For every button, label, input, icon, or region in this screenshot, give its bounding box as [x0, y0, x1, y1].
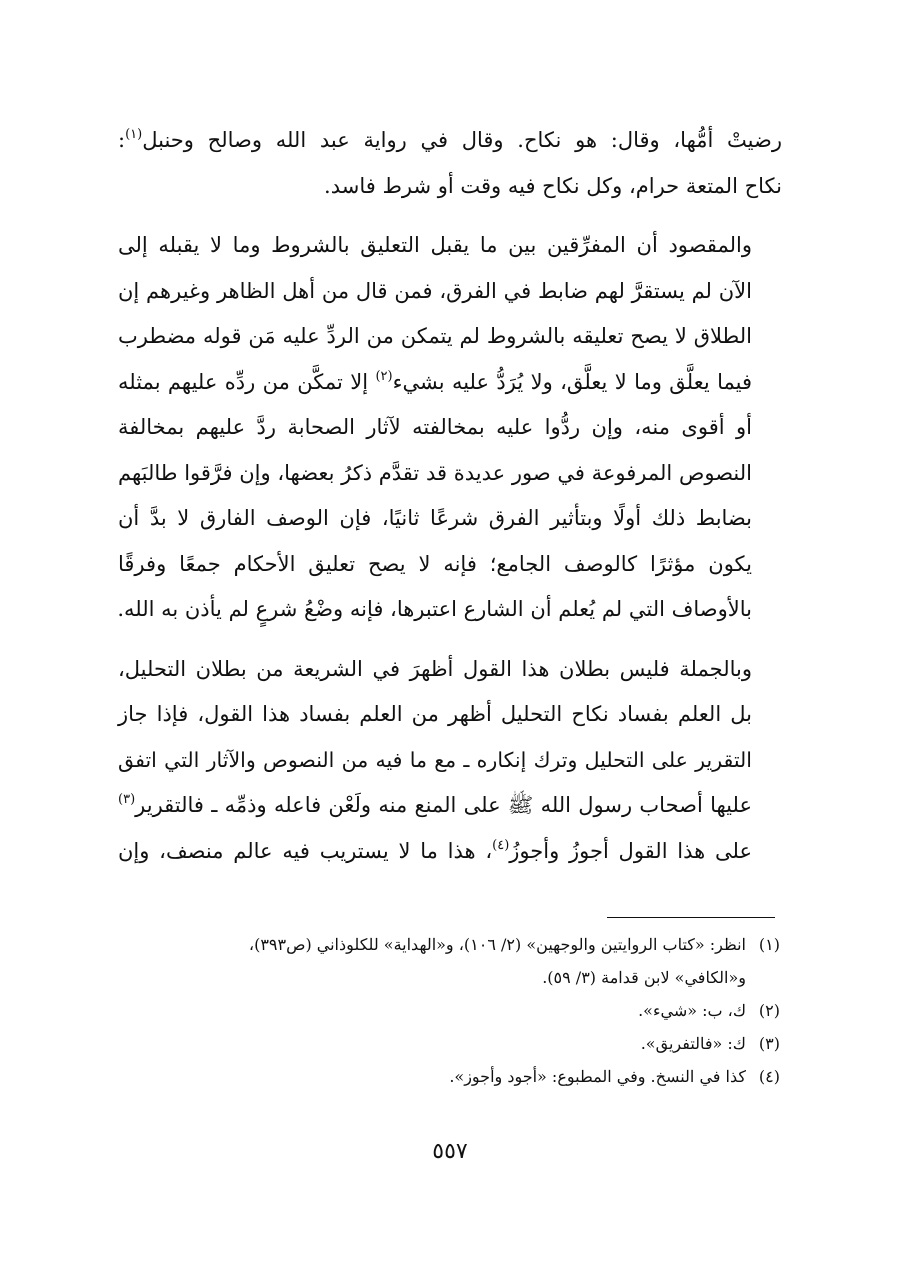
text-line: الطلاق لا يصح تعليقه بالشروط لم يتمكن من الردِّ عليه مَن قوله مضطرب	[118, 324, 752, 348]
text-line: فيما يعلَّق وما لا يعلَّق، ولا يُرَدُّ عليه بشيء$^{(٢)}$ إلا تمكَّن من ردِّه عليهم بمثله	[118, 368, 753, 394]
paragraph-1	[118, 118, 782, 209]
footnote-text: ك، ب: «شيء».	[638, 1001, 746, 1020]
footnote-marker: (٣)	[118, 792, 136, 807]
footnote-4	[118, 1060, 780, 1093]
footnote-separator	[607, 917, 775, 918]
text-line: النصوص المرفوعة في صور عديدة قد تقدَّم ذكرُ بعضها، وإن فرَّقوا طالبَهم	[118, 460, 752, 485]
footnote-number: (٣)	[758, 1034, 780, 1053]
text-line: أو أقوى منه، وإن ردُّوا عليه بمخالفته لآثار الصحابة ردَّ عليهم بمخالفة	[118, 415, 752, 439]
paragraph-3	[118, 647, 782, 875]
text-line: وبالجملة فليس بطلان هذا القول أظهرَ في الشريعة من بطلان التحليل،	[118, 656, 752, 681]
footnote-1-continuation: و«الكافي» لابن قدامة (٣/ ٥٩).	[542, 968, 746, 987]
text-line: رضيتْ أمُّها، وقال: هو نكاح. وقال في رواية عبد الله وصالح وحنبل$^{(١)}$:	[118, 127, 782, 152]
text-line: بضابط ذلك أولًا وبتأثير الفرق شرعًا ثانيًا، فإن الوصف الفارق لا بدَّ أن	[118, 506, 752, 530]
footnote-text: انظر: «كتاب الروايتين والوجهين» (٢/ ١٠٦)، و«الهداية» للكلوذاني (ص٣٩٣)،	[248, 935, 746, 954]
footnote-text: ك: «فالتفريق».	[640, 1034, 746, 1053]
page-number: ٥٥٧	[432, 1139, 468, 1164]
footnote-number: (٤)	[758, 1067, 780, 1086]
text-line: الآن لم يستقرَّ لهم ضابط في الفرق، فمن قال من أهل الظاهر وغيرهم إن	[118, 278, 752, 303]
text-line: عليها أصحاب رسول الله ﷺ على المنع منه ولَعْن فاعله وذمِّه ـ فالتقرير$^{(٣)}$	[118, 792, 752, 817]
footnote-marker: (٤)	[492, 837, 510, 853]
footnote-marker: (١)	[125, 127, 143, 142]
text-line: التقرير على التحليل وترك إنكاره ـ مع ما فيه من النصوص والآثار التي اتفق	[118, 747, 752, 772]
text-line: نكاح المتعة حرام، وكل نكاح فيه وقت أو شرط فاسد.	[324, 173, 782, 198]
text-line: على هذا القول أجوزُ وأجوزُ$^{(٤)}$، هذا ما لا يستريب فيه عالم منصف، وإن	[118, 837, 752, 863]
footnote-1	[118, 928, 780, 961]
footnote-2	[118, 994, 780, 1027]
footnote-text: كذا في النسخ. وفي المطبوع: «أجود وأجوز».	[449, 1067, 746, 1086]
text-line: بالأوصاف التي لم يُعلم أن الشارع اعتبرها، فإنه وضْعُ شرعٍ لم يأذن به الله.	[117, 597, 752, 621]
footnote-number: (١)	[758, 935, 780, 954]
text-line: بل العلم بفساد نكاح التحليل أظهر من العلم بفساد هذا القول، فإذا جاز	[118, 702, 752, 726]
main-text	[118, 118, 782, 888]
footnote-3	[118, 1027, 780, 1060]
footnote-number: (٢)	[758, 1001, 780, 1020]
footnote-marker: (٢)	[375, 368, 393, 384]
paragraph-2	[118, 223, 782, 633]
footnotes	[118, 928, 780, 1093]
text-line: يكون مؤثرًا كالوصف الجامع؛ فإنه لا يصح تعليق الأحكام جمعًا وفرقًا	[118, 551, 752, 576]
text-line: والمقصود أن المفرِّقين بين ما يقبل التعليق بالشروط وما لا يقبله إلى	[118, 233, 752, 257]
